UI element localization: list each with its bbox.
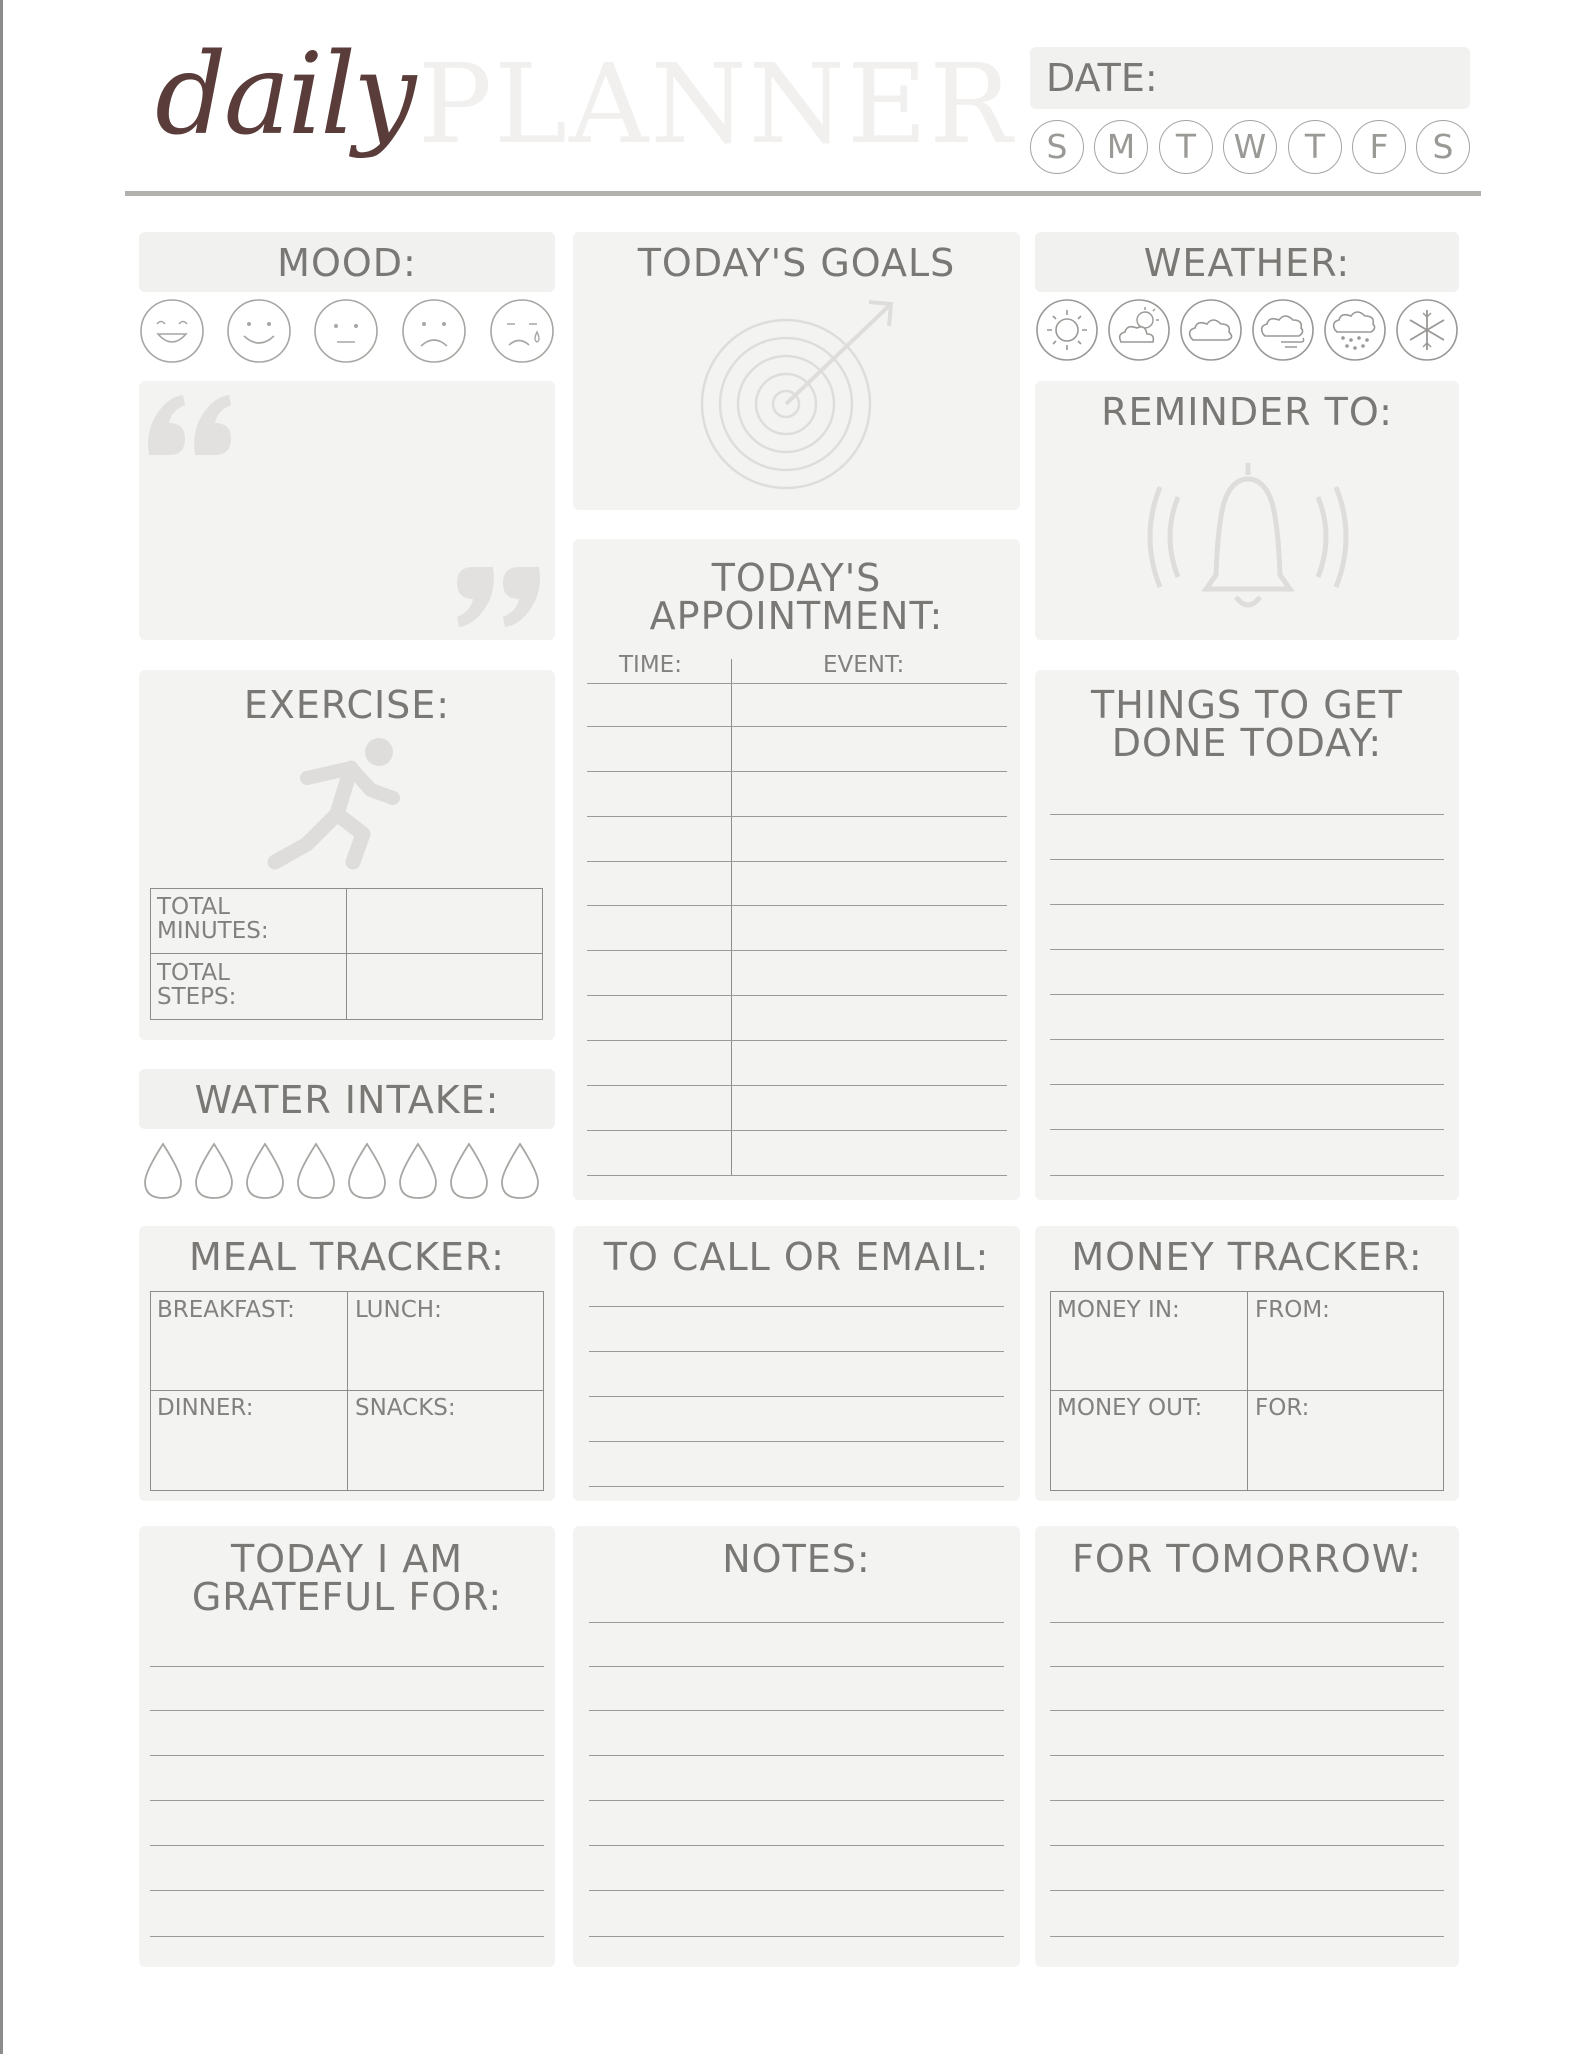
grateful-line <box>150 1755 544 1756</box>
day-sunday[interactable]: S <box>1030 120 1084 174</box>
cloud-icon[interactable] <box>1179 298 1243 362</box>
grateful-box[interactable] <box>139 1526 555 1967</box>
breakfast-label: BREAKFAST: <box>157 1297 295 1323</box>
total-minutes-label-line2: MINUTES: <box>157 918 269 944</box>
appointment-line <box>587 726 1007 727</box>
money-box[interactable] <box>1035 1226 1459 1501</box>
running-person-icon <box>267 734 417 869</box>
todo-line <box>1050 1175 1444 1176</box>
appointment-line <box>587 861 1007 862</box>
meal-table-divider <box>347 1292 348 1490</box>
event-column-header: EVENT: <box>823 652 905 678</box>
day-thursday[interactable]: T <box>1288 120 1342 174</box>
header-divider <box>125 191 1481 196</box>
water-title: WATER INTAKE: <box>194 1078 500 1122</box>
time-column-header: TIME: <box>619 652 682 678</box>
day-monday[interactable]: M <box>1094 120 1148 174</box>
for-label: FOR: <box>1255 1395 1310 1421</box>
todo-line <box>1050 949 1444 950</box>
notes-box[interactable] <box>573 1526 1020 1967</box>
exercise-table-divider <box>151 953 542 954</box>
tomorrow-box[interactable] <box>1035 1526 1459 1967</box>
water-header <box>139 1069 555 1129</box>
grateful-line <box>150 1936 544 1937</box>
call-title: TO CALL OR EMAIL: <box>603 1235 990 1279</box>
reminder-title: REMINDER TO: <box>1101 390 1393 434</box>
total-steps-field[interactable] <box>348 955 541 1017</box>
water-drop-icon[interactable] <box>143 1142 183 1200</box>
water-drop-icon[interactable] <box>500 1142 540 1200</box>
tomorrow-line <box>1050 1845 1444 1846</box>
target-icon <box>701 296 901 496</box>
wind-cloud-icon[interactable] <box>1251 298 1315 362</box>
day-saturday[interactable]: S <box>1416 120 1470 174</box>
page-edge <box>0 0 3 2054</box>
planner-ghost-title: PLANNER <box>418 40 1015 168</box>
todo-line <box>1050 1084 1444 1085</box>
meal-box[interactable] <box>139 1226 555 1501</box>
mood-title: MOOD: <box>277 241 417 285</box>
todo-line <box>1050 814 1444 815</box>
notes-line <box>589 1622 1004 1623</box>
water-drop-icon[interactable] <box>245 1142 285 1200</box>
grateful-line <box>150 1666 544 1667</box>
day-tuesday[interactable]: T <box>1159 120 1213 174</box>
water-drop-icon[interactable] <box>449 1142 489 1200</box>
tomorrow-line <box>1050 1755 1444 1756</box>
money-out-label: MONEY OUT: <box>1057 1395 1203 1421</box>
notes-line <box>589 1666 1004 1667</box>
things-title-line1: THINGS TO GET <box>1091 683 1403 727</box>
sad-face-icon[interactable] <box>401 298 467 364</box>
goals-box[interactable] <box>573 232 1020 510</box>
things-box[interactable] <box>1035 670 1459 1200</box>
laughing-face-icon[interactable] <box>139 298 205 364</box>
total-steps-label-line2: STEPS: <box>157 984 237 1010</box>
water-drop-icon[interactable] <box>296 1142 336 1200</box>
todo-line <box>1050 994 1444 995</box>
day-friday[interactable]: F <box>1352 120 1406 174</box>
day-wednesday[interactable]: W <box>1223 120 1277 174</box>
notes-line <box>589 1845 1004 1846</box>
rain-cloud-icon[interactable] <box>1323 298 1387 362</box>
water-drop-icon[interactable] <box>347 1142 387 1200</box>
exercise-table <box>150 888 543 1020</box>
dinner-label: DINNER: <box>157 1395 254 1421</box>
appointment-title-line1: TODAY'S <box>711 556 882 600</box>
meal-table-divider <box>151 1390 543 1391</box>
weather-header <box>1035 232 1459 292</box>
appointment-line <box>587 995 1007 996</box>
bell-icon <box>1138 457 1358 617</box>
mood-header <box>139 232 555 292</box>
tomorrow-title: FOR TOMORROW: <box>1072 1537 1422 1581</box>
exercise-title: EXERCISE: <box>243 683 451 727</box>
notes-line <box>589 1800 1004 1801</box>
todo-line <box>1050 1129 1444 1130</box>
appointment-line <box>587 905 1007 906</box>
exercise-table-divider <box>346 889 347 1019</box>
call-line <box>589 1486 1004 1487</box>
things-title-line2: DONE TODAY: <box>1111 721 1383 765</box>
meal-table <box>150 1291 544 1491</box>
grateful-title-line1: TODAY I AM <box>230 1537 464 1581</box>
tomorrow-line <box>1050 1666 1444 1667</box>
grateful-line <box>150 1890 544 1891</box>
crying-face-icon[interactable] <box>489 298 555 364</box>
notes-title: NOTES: <box>722 1537 871 1581</box>
date-label: DATE: <box>1046 56 1158 100</box>
call-line <box>589 1441 1004 1442</box>
appointment-box[interactable] <box>573 539 1020 1200</box>
appointment-line <box>587 816 1007 817</box>
close-quote-icon <box>451 563 543 633</box>
todo-line <box>1050 904 1444 905</box>
weather-title: WEATHER: <box>1143 241 1351 285</box>
daily-script-title: daily <box>155 30 414 160</box>
call-box[interactable] <box>573 1226 1020 1501</box>
meal-title: MEAL TRACKER: <box>189 1235 505 1279</box>
notes-line <box>589 1890 1004 1891</box>
money-table-divider <box>1051 1390 1443 1391</box>
notes-line <box>589 1710 1004 1711</box>
money-in-label: MONEY IN: <box>1057 1297 1180 1323</box>
from-label: FROM: <box>1255 1297 1330 1323</box>
money-table-divider <box>1247 1292 1248 1490</box>
call-line <box>589 1396 1004 1397</box>
money-table <box>1050 1291 1444 1491</box>
tomorrow-line <box>1050 1936 1444 1937</box>
snacks-label: SNACKS: <box>355 1395 456 1421</box>
grateful-title-line2: GRATEFUL FOR: <box>191 1575 503 1619</box>
neutral-face-icon[interactable] <box>313 298 379 364</box>
tomorrow-line <box>1050 1890 1444 1891</box>
appointment-line <box>587 1175 1007 1176</box>
snowflake-icon[interactable] <box>1395 298 1459 362</box>
total-steps-label-line1: TOTAL <box>157 960 230 986</box>
grateful-line <box>150 1845 544 1846</box>
notes-line <box>589 1936 1004 1937</box>
tomorrow-line <box>1050 1800 1444 1801</box>
open-quote-icon <box>145 389 237 459</box>
total-minutes-field[interactable] <box>348 890 541 952</box>
appointment-line <box>587 1040 1007 1041</box>
appointment-line <box>587 1085 1007 1086</box>
appointment-line <box>587 771 1007 772</box>
water-drop-icon[interactable] <box>398 1142 438 1200</box>
total-minutes-label-line1: TOTAL <box>157 894 230 920</box>
appointment-title-line2: APPOINTMENT: <box>649 594 944 638</box>
lunch-label: LUNCH: <box>355 1297 442 1323</box>
notes-line <box>589 1755 1004 1756</box>
appointment-line <box>587 683 1007 684</box>
grateful-line <box>150 1800 544 1801</box>
quote-box[interactable] <box>139 381 555 640</box>
reminder-box[interactable] <box>1035 381 1459 640</box>
smiling-face-icon[interactable] <box>226 298 292 364</box>
sun-icon[interactable] <box>1035 298 1099 362</box>
grateful-line <box>150 1710 544 1711</box>
date-field[interactable] <box>1030 47 1470 109</box>
tomorrow-line <box>1050 1622 1444 1623</box>
call-line <box>589 1351 1004 1352</box>
sun-cloud-icon[interactable] <box>1107 298 1171 362</box>
todo-line <box>1050 1039 1444 1040</box>
water-drop-icon[interactable] <box>194 1142 234 1200</box>
money-title: MONEY TRACKER: <box>1071 1235 1423 1279</box>
exercise-box[interactable] <box>139 670 555 1040</box>
goals-title: TODAY'S GOALS <box>637 241 956 285</box>
todo-line <box>1050 859 1444 860</box>
appointment-column-divider <box>731 659 732 1175</box>
appointment-line <box>587 1130 1007 1131</box>
call-line <box>589 1306 1004 1307</box>
appointment-line <box>587 950 1007 951</box>
tomorrow-line <box>1050 1710 1444 1711</box>
